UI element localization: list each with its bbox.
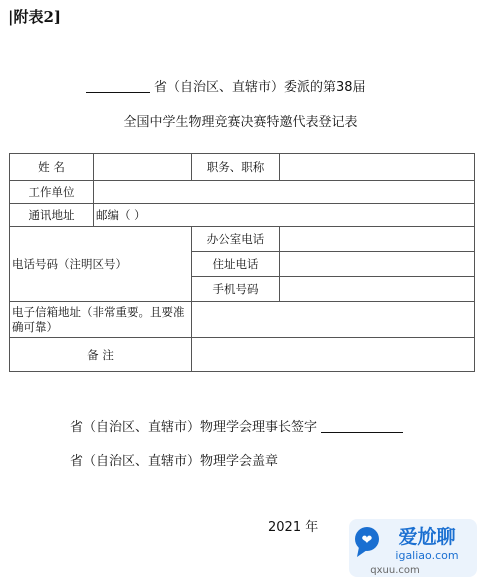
remarks-label: 备 注 [10, 338, 192, 372]
watermark-url: igaliao.com [395, 549, 459, 562]
site-watermark [349, 517, 477, 579]
mobile-field[interactable] [280, 277, 475, 302]
home-phone-label: 住址电话 [192, 252, 280, 277]
position-label: 职务、职称 [192, 154, 280, 181]
document-title-line2: 全国中学生物理竞赛决赛特邀代表登记表 [123, 115, 358, 130]
watermark-sub: qxuu.com [370, 565, 420, 576]
name-label: 姓 名 [10, 154, 94, 181]
province-blank[interactable] [86, 92, 150, 93]
home-phone-field[interactable] [280, 252, 475, 277]
watermark-title: 爱尬聊 [398, 526, 456, 548]
work-unit-label: 工作单位 [10, 181, 94, 204]
registration-form-table [9, 153, 475, 372]
signature-blank[interactable] [321, 432, 403, 433]
email-label: 电子信箱地址（非常重要。且要准确可靠） [10, 302, 192, 338]
office-phone-label: 办公室电话 [192, 227, 280, 252]
date-line: 2021 年 [268, 520, 319, 535]
director-signature-line: 省（自治区、直辖市）物理学会理事长签字 [70, 416, 403, 435]
address-label: 通讯地址 [10, 204, 94, 227]
address-field[interactable] [94, 204, 475, 227]
appendix-label: |附表2] [8, 8, 62, 26]
phone-label: 电话号码（注明区号） [10, 227, 192, 302]
document-title-line1: 省（自治区、直辖市）委派的第38届 [86, 76, 366, 95]
svg-text:❤: ❤ [361, 533, 373, 548]
mobile-label: 手机号码 [192, 277, 280, 302]
society-seal-line: 省（自治区、直辖市）物理学会盖章 [70, 454, 279, 469]
remarks-field[interactable] [192, 338, 475, 372]
work-unit-field[interactable] [94, 181, 475, 204]
name-field[interactable] [94, 154, 192, 181]
postcode-label: 邮编（ ） [96, 208, 146, 222]
email-field[interactable] [192, 302, 475, 338]
position-field[interactable] [280, 154, 475, 181]
office-phone-field[interactable] [280, 227, 475, 252]
